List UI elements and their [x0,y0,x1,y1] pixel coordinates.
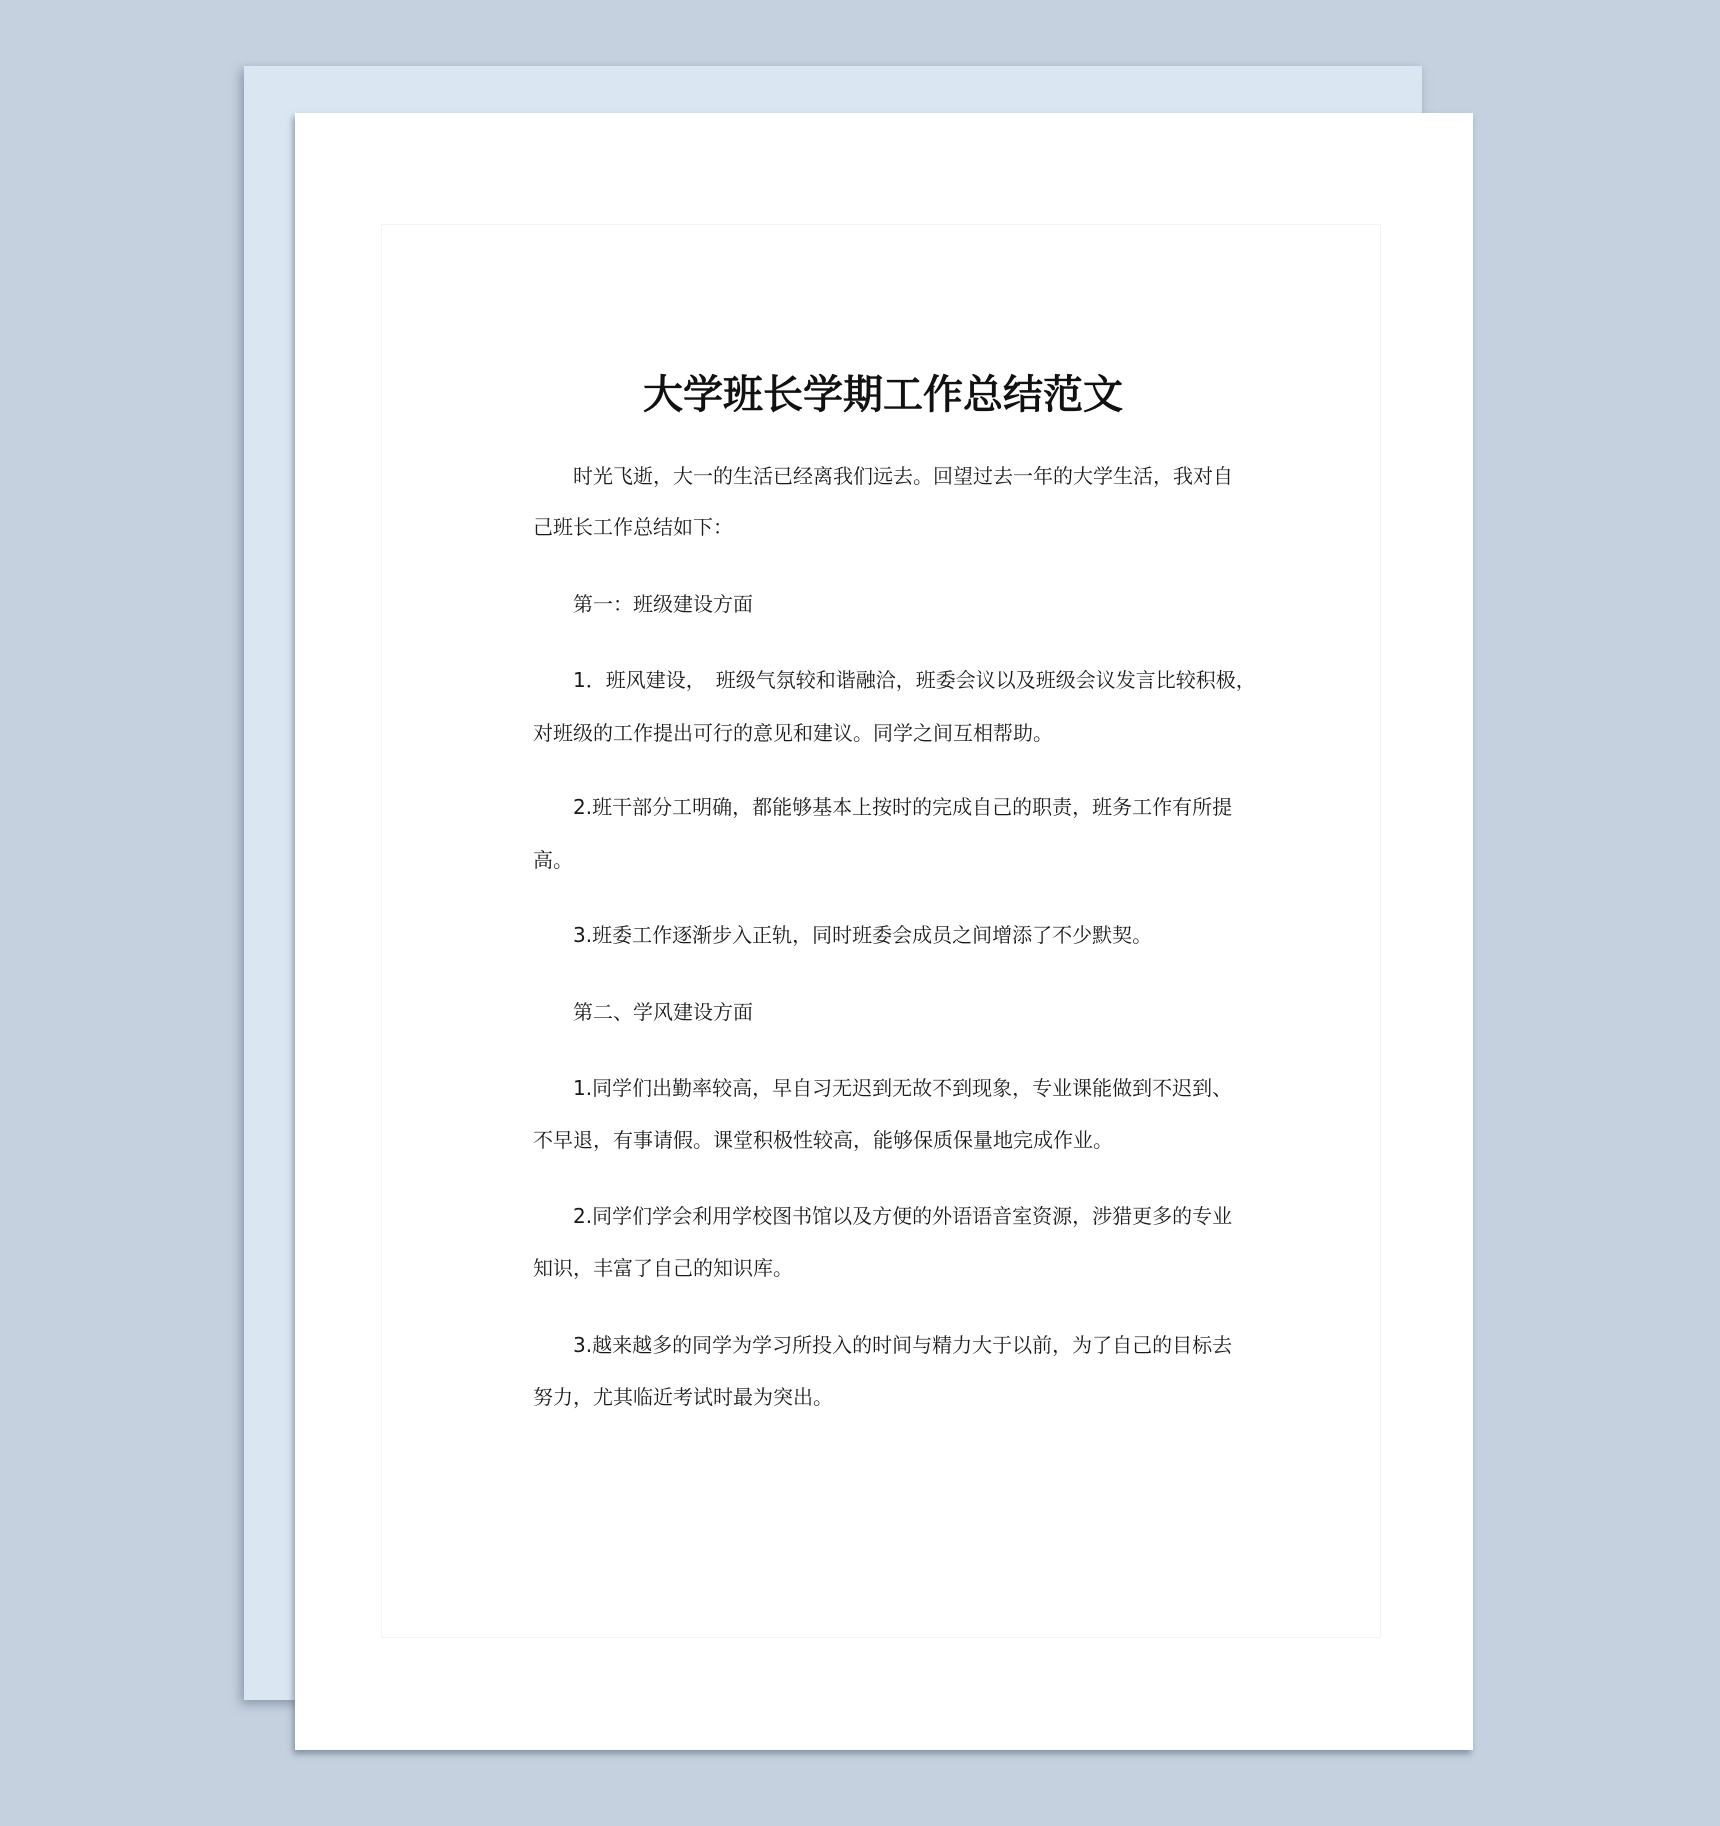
paragraph-line: 不早退，有事请假。课堂积极性较高，能够保质保量地完成作业。 [533,1128,1113,1152]
document-page [295,113,1473,1750]
document-title: 大学班长学期工作总结范文 [643,372,1123,418]
section-heading: 第二、学风建设方面 [573,1000,753,1024]
section-heading: 第一：班级建设方面 [573,592,753,616]
paragraph-line: 己班长工作总结如下： [533,515,733,539]
paragraph-line: 3.班委工作逐渐步入正轨，同时班委会成员之间增添了不少默契。 [573,923,1153,947]
paragraph-line: 时光飞逝，大一的生活已经离我们远去。回望过去一年的大学生活，我对自 [573,464,1233,488]
paragraph-line: 2.同学们学会利用学校图书馆以及方便的外语语音室资源，涉猎更多的专业 [573,1204,1233,1228]
paragraph-line: 对班级的工作提出可行的意见和建议。同学之间互相帮助。 [533,721,1053,745]
paragraph-line: 1．班风建设， 班级气氛较和谐融洽，班委会议以及班级会议发言比较积极， [573,668,1256,692]
paragraph-line: 知识，丰富了自己的知识库。 [533,1256,793,1280]
paragraph-line: 1.同学们出勤率较高，早自习无迟到无故不到现象，专业课能做到不迟到、 [573,1076,1233,1100]
paragraph-line: 努力，尤其临近考试时最为突出。 [533,1385,833,1409]
paragraph-line: 3.越来越多的同学为学习所投入的时间与精力大于以前，为了自己的目标去 [573,1333,1233,1357]
paragraph-line: 2.班干部分工明确，都能够基本上按时的完成自己的职责，班务工作有所提 [573,795,1233,819]
paragraph-line: 高。 [533,848,573,872]
